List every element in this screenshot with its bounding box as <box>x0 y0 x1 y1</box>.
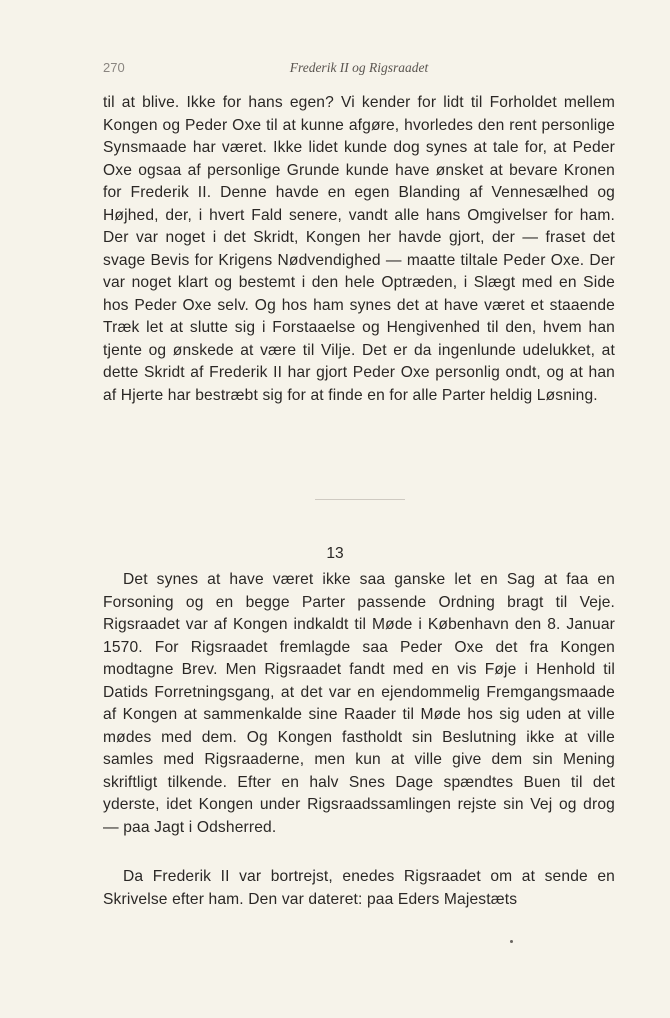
ink-speck <box>510 940 513 943</box>
section-number: 13 <box>326 545 344 562</box>
body-paragraph-1: til at blive. Ikke for hans egen? Vi kender for lidt til Forholdet mellem Kongen og Peder Oxe til at kunne afgøre, hvorledes den rent personlige Synsmaade har været. Ikke lidet kunde dog synes at tale for, at Peder Oxe ogsaa af personlige Grunde kunde have ønsket at bevare Kronen for Frederik II. Denne havde en egen Blanding af Vennesælhed og Højhed, der, i hvert Fald senere, vandt alle hans Omgivelser for ham. Der var noget i det Skridt, Kongen her havde gjort, der — fraset det svage Bevis for Krigens Nødvendighed — maatte tiltale Peder Oxe. Der var noget klart og bestemt i den hele Optræden, i Slægt med en Side hos Peder Oxe selv. Og hos ham synes det at have været et staaende Træk let at slutte sig i Forstaaelse og Hengivenhed til den, hvem han tjente og ønskede at være til Vilje. Det er da ingenlunde udelukket, at dette Skridt af Frederik II har gjort Peder Oxe personlig ondt, og at han af Hjerte har bestræbt sig for at finde en for alle Parter heldig Løsning. <box>103 94 615 404</box>
body-paragraph-3: Da Frederik II var bortrejst, enedes Rigsraadet om at sende en Skrivelse efter ham. Den var dateret: paa Eders Majestæts <box>103 868 615 908</box>
section-divider <box>315 499 405 500</box>
running-title: Frederik II og Rigsraadet <box>289 60 429 75</box>
running-head <box>103 58 615 80</box>
body-paragraph-2: Det synes at have været ikke saa ganske let en Sag at faa en Forsoning og en begge Parter passende Ordning bragt til Veje. Rigsraadet var af Kongen indkaldt til Møde i København den 8. Januar 1570. For Rigsraadet fremlagde saa Peder Oxe det fra Kongen modtagne Brev. Men Rigsraadet fandt med en vis Føje i Henhold til Datids Forretningsgang, at det var en ejendommelig Fremgangsmaade af Kongen at sammenkalde sine Raader til Møde hos sig uden at ville mødes med dem. Og Kongen fastholdt sin Beslutning ikke at ville samles med Rigsraaderne, men kun at ville give dem sin Mening skriftligt tilkende. Efter en halv Snes Dage spændtes Buen til det yderste, idet Kongen under Rigsraadssamlingen rejste sin Vej og drog — paa Jagt i Odsherred. <box>103 571 615 836</box>
page-number: 270 <box>103 60 125 75</box>
